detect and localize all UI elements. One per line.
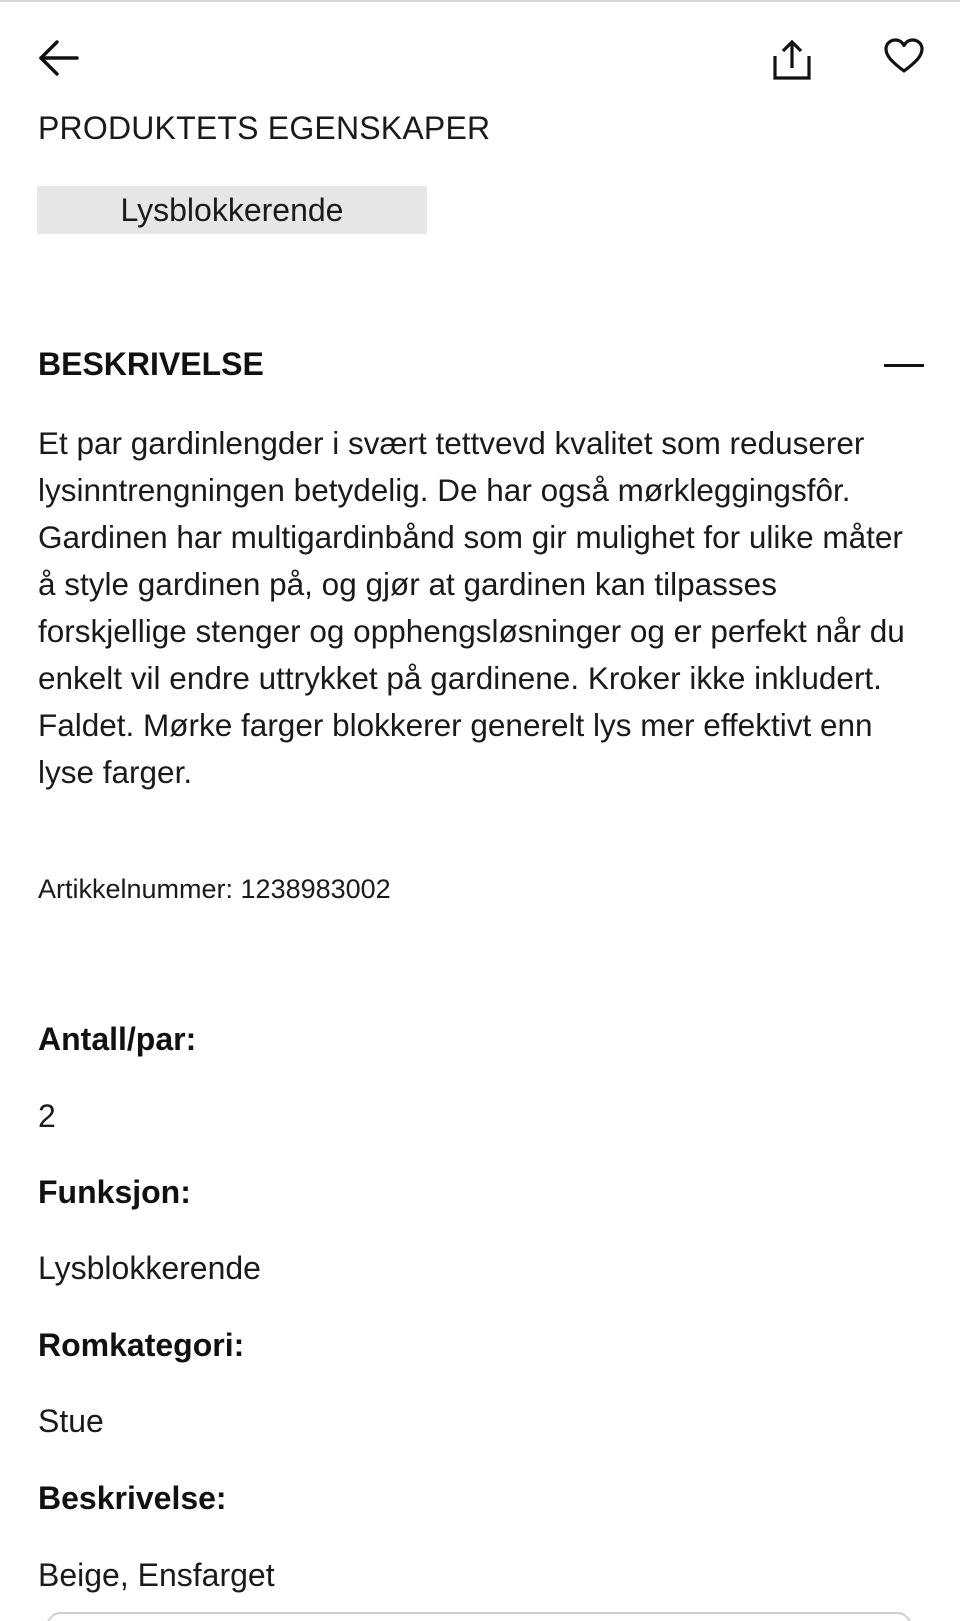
minus-icon — [884, 364, 924, 367]
favorite-button[interactable] — [876, 28, 932, 84]
feature-tag: Lysblokkerende — [37, 186, 427, 234]
attribute-value: Lysblokkerende — [38, 1250, 261, 1286]
attribute-value: 2 — [38, 1098, 56, 1134]
top-bar — [0, 0, 960, 110]
share-icon — [771, 38, 813, 82]
attribute-value: Stue — [38, 1403, 104, 1439]
features-title: PRODUKTETS EGENSKAPER — [38, 110, 491, 146]
bottom-action-bar[interactable] — [46, 1612, 912, 1621]
attribute-label: Beskrivelse: — [38, 1480, 227, 1516]
attribute-label: Funksjon: — [38, 1174, 191, 1210]
attribute-label: Romkategori: — [38, 1327, 245, 1363]
heart-icon — [884, 38, 924, 74]
back-button[interactable] — [30, 30, 86, 86]
article-number: Artikkelnummer: 1238983002 — [38, 874, 391, 904]
attribute-value: Beige, Ensfarget — [38, 1557, 275, 1593]
description-title: BESKRIVELSE — [38, 346, 264, 382]
description-accordion-header[interactable] — [38, 340, 924, 390]
arrow-left-icon — [37, 37, 79, 79]
attribute-label: Antall/par: — [38, 1021, 197, 1057]
share-button[interactable] — [764, 32, 820, 88]
description-text: Et par gardinlengder i svært tettvevd kvalitet som reduserer lysinntrengningen betydelig. De har også mørkleggingsfôr. Gardinen har multigardinbånd som gir mulighet for ulike måter å style gardinen på, og gjør at gardinen kan tilpasses forskjellige stenger og opphengsløsninger og er perfekt når du enkelt vil endre uttrykket på gardinene. Kroker ikke inkludert. Faldet. Mørke farger blokkerer generelt lys mer effektivt enn lyse farger. — [38, 425, 905, 790]
